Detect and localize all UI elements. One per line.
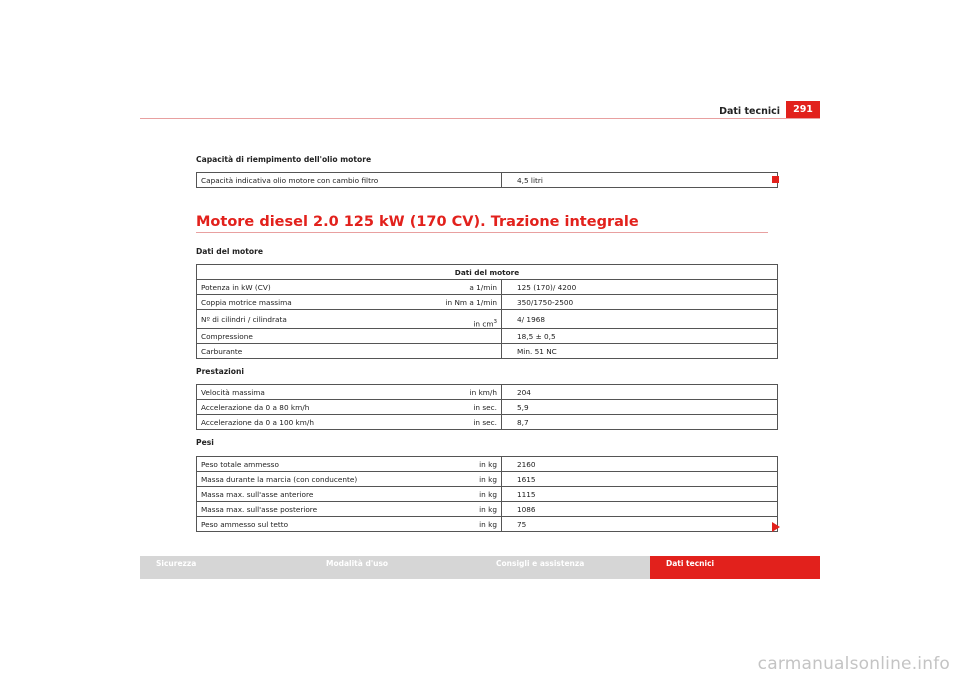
row-name: Carburante [197, 344, 428, 359]
heading-rule [196, 232, 768, 233]
performance-table [196, 384, 778, 430]
row-name: Accelerazione da 0 a 100 km/h [197, 415, 428, 430]
table-header-row [197, 265, 778, 280]
row-unit: in kg [427, 487, 502, 502]
row-value: 2160 [502, 457, 778, 472]
main-heading: Motore diesel 2.0 125 kW (170 CV). Trazione integrale [196, 214, 639, 230]
row-value: 1086 [502, 502, 778, 517]
row-unit: in kg [427, 457, 502, 472]
row-unit [427, 310, 502, 329]
footer-tab-consigli-assistenza[interactable]: Consigli e assistenza [496, 559, 585, 568]
row-value: 18,5 ± 0,5 [502, 329, 778, 344]
unit-text: in cm [473, 319, 494, 328]
row-unit: in kg [427, 517, 502, 532]
row-name: Potenza in kW (CV) [197, 280, 428, 295]
table-row [197, 487, 778, 502]
continue-arrow-icon[interactable] [772, 522, 780, 532]
row-value: 8,7 [502, 415, 778, 430]
row-value: 1615 [502, 472, 778, 487]
row-value: 4/ 1968 [502, 310, 778, 329]
table-row [197, 329, 778, 344]
row-name: Massa max. sull'asse anteriore [197, 487, 428, 502]
row-value: 204 [502, 385, 778, 400]
table-row [197, 457, 778, 472]
row-name: Compressione [197, 329, 428, 344]
footer-tab-modalita-uso[interactable]: Modalità d'uso [326, 559, 389, 568]
table-row [197, 502, 778, 517]
table-row [197, 385, 778, 400]
engine-section-label: Dati del motore [196, 247, 264, 256]
table-row [197, 173, 778, 188]
row-name: Peso ammesso sul tetto [197, 517, 428, 532]
weights-table [196, 456, 778, 532]
row-unit: in sec. [427, 415, 502, 430]
header-rule [140, 118, 820, 119]
row-name: Nº di cilindri / cilindrata [197, 310, 428, 329]
row-value: 350/1750-2500 [502, 295, 778, 310]
row-name: Capacità indicativa olio motore con cambio filtro [197, 173, 428, 188]
table-row [197, 295, 778, 310]
table-header: Dati del motore [197, 265, 778, 280]
row-unit: in kg [427, 502, 502, 517]
row-value: 1115 [502, 487, 778, 502]
row-value: 75 [502, 517, 778, 532]
row-unit [427, 329, 502, 344]
watermark: carmanualsonline.info [757, 654, 950, 674]
row-unit [427, 173, 502, 188]
row-name: Accelerazione da 0 a 80 km/h [197, 400, 428, 415]
table-row [197, 280, 778, 295]
oil-capacity-table [196, 172, 778, 188]
unit-superscript: 3 [493, 318, 497, 325]
row-name: Massa durante la marcia (con conducente) [197, 472, 428, 487]
row-value: 125 (170)/ 4200 [502, 280, 778, 295]
table-row [197, 472, 778, 487]
row-value: Min. 51 NC [502, 344, 778, 359]
table-row [197, 415, 778, 430]
row-unit [427, 344, 502, 359]
footer-tab-dati-tecnici[interactable]: Dati tecnici [650, 556, 820, 579]
section-end-marker [772, 176, 779, 183]
row-unit: in kg [427, 472, 502, 487]
engine-table [196, 264, 778, 359]
table-row [197, 344, 778, 359]
table-row [197, 310, 778, 329]
performance-section-label: Prestazioni [196, 367, 244, 376]
header-title: Dati tecnici [719, 106, 780, 117]
row-unit: a 1/min [427, 280, 502, 295]
row-name: Coppia motrice massima [197, 295, 428, 310]
row-unit: in km/h [427, 385, 502, 400]
table-row [197, 400, 778, 415]
row-unit: in sec. [427, 400, 502, 415]
row-value: 4,5 litri [502, 173, 778, 188]
row-value: 5,9 [502, 400, 778, 415]
footer-tab-sicurezza[interactable]: Sicurezza [156, 559, 197, 568]
row-unit: in Nm a 1/min [427, 295, 502, 310]
page-number: 291 [786, 101, 820, 118]
oil-section-label: Capacità di riempimento dell'olio motore [196, 155, 372, 164]
row-name: Peso totale ammesso [197, 457, 428, 472]
row-name: Massa max. sull'asse posteriore [197, 502, 428, 517]
row-name: Velocità massima [197, 385, 428, 400]
table-row [197, 517, 778, 532]
weights-section-label: Pesi [196, 438, 214, 447]
